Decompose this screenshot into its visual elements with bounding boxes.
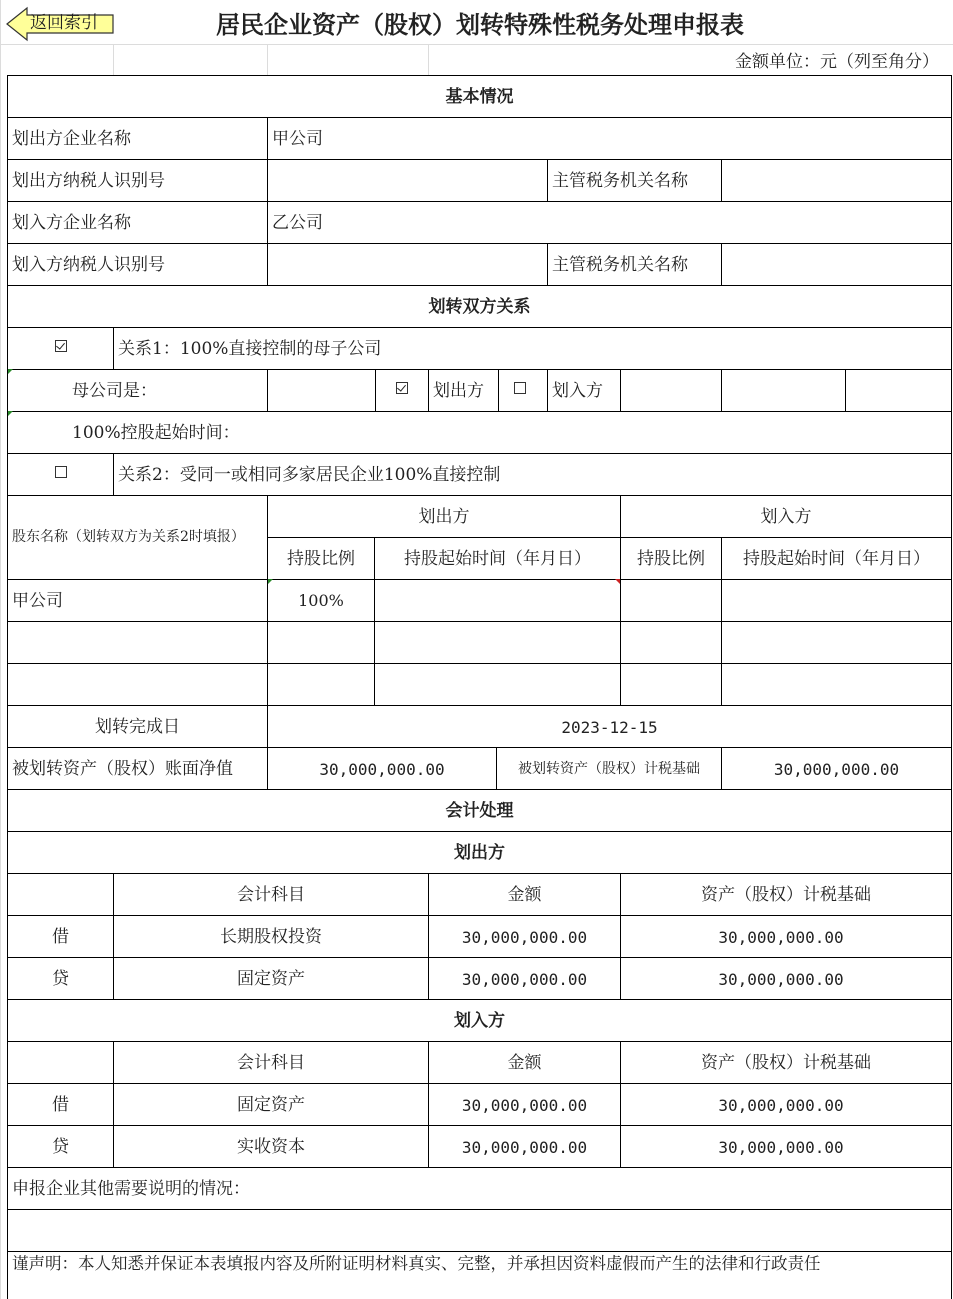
parent-is-in-checkbox[interactable] <box>514 382 526 394</box>
book-value-label: 被划转资产（股权）账面净值 <box>12 759 233 779</box>
table-border <box>7 873 952 874</box>
table-border <box>7 957 952 958</box>
entry-amount[interactable]: 30,000,000.00 <box>461 928 588 947</box>
entry-tax-basis[interactable]: 30,000,000.00 <box>718 970 844 989</box>
cell-comment-marker <box>268 579 273 584</box>
entry-amount[interactable]: 30,000,000.00 <box>461 970 588 989</box>
relation2-checkbox[interactable] <box>55 466 67 478</box>
page-title: 居民企业资产（股权）划转特殊性税务处理申报表 <box>216 10 744 39</box>
table-border <box>620 369 621 412</box>
entry-amount[interactable]: 30,000,000.00 <box>461 1138 588 1157</box>
cell-comment-marker <box>615 579 620 584</box>
table-border <box>7 327 952 328</box>
out-start-time-header: 持股起始时间（年月日） <box>404 549 591 569</box>
table-border <box>7 495 952 496</box>
table-border <box>721 243 722 286</box>
out-subject-header: 会计科目 <box>237 885 305 905</box>
section-heading-basic: 基本情况 <box>445 87 514 107</box>
cell-comment-marker <box>8 411 13 416</box>
accounting-in-heading: 划入方 <box>454 1011 505 1031</box>
entry-subject[interactable]: 实收资本 <box>237 1137 305 1157</box>
other-notes-label: 申报企业其他需要说明的情况： <box>12 1179 250 1199</box>
amount-unit-note: 金额单位：元（列至角分） <box>735 52 939 72</box>
parent-is-in-label: 划入方 <box>552 381 603 401</box>
entry-tax-basis[interactable]: 30,000,000.00 <box>718 1096 844 1115</box>
shareholder-name-header: 股东名称（划转双方为关系2时填报） <box>12 529 245 545</box>
relation1-checkbox[interactable] <box>55 340 67 352</box>
table-border <box>7 159 952 160</box>
entry-tax-basis[interactable]: 30,000,000.00 <box>718 928 844 947</box>
back-to-index-label[interactable]: 返回索引 <box>30 13 98 33</box>
table-border <box>113 327 114 370</box>
table-border <box>498 369 499 412</box>
table-border <box>7 621 952 622</box>
table-border <box>7 1251 952 1252</box>
table-border <box>7 117 952 118</box>
out-tin-label: 划出方纳税人识别号 <box>12 171 165 191</box>
cell-comment-marker <box>8 369 13 374</box>
table-border <box>268 537 952 538</box>
in-subject-header: 会计科目 <box>237 1053 305 1073</box>
section-heading-relation: 划转双方关系 <box>428 297 531 317</box>
table-border <box>7 75 952 76</box>
tax-basis-label: 被划转资产（股权）计税基础 <box>518 761 700 777</box>
table-border <box>547 369 548 412</box>
gridline <box>428 44 429 76</box>
entry-amount[interactable]: 30,000,000.00 <box>461 1096 588 1115</box>
entry-side: 借 <box>52 927 69 947</box>
out-basis-header: 资产（股权）计税基础 <box>701 885 871 905</box>
table-border <box>7 243 952 244</box>
table-border <box>375 369 376 412</box>
table-border <box>721 159 722 202</box>
table-border <box>7 411 952 412</box>
entry-side: 借 <box>52 1095 69 1115</box>
relation2-label: 关系2：受同一或相同多家居民企业100%直接控制 <box>118 465 501 485</box>
parent-is-out-checkbox[interactable] <box>396 382 408 394</box>
out-amount-header: 金额 <box>507 885 542 905</box>
out-name-label: 划出方企业名称 <box>12 129 131 149</box>
table-border <box>7 831 952 832</box>
relation1-label: 关系1：100%直接控制的母子公司 <box>118 339 382 359</box>
table-border <box>951 75 952 1299</box>
table-border <box>267 369 268 412</box>
shareholder-in-header: 划入方 <box>760 507 812 527</box>
entry-subject[interactable]: 长期股权投资 <box>220 927 322 947</box>
in-name-value[interactable]: 乙公司 <box>272 213 323 233</box>
gridline <box>0 0 1 1299</box>
entry-tax-basis[interactable]: 30,000,000.00 <box>718 1138 844 1157</box>
table-border <box>428 369 429 412</box>
book-value-amount[interactable]: 30,000,000.00 <box>319 760 445 779</box>
entry-subject[interactable]: 固定资产 <box>237 1095 305 1115</box>
table-border <box>7 453 952 454</box>
shareholder-name-cell[interactable]: 甲公司 <box>12 591 63 611</box>
parent-company-label: 母公司是： <box>72 381 157 401</box>
table-border <box>7 201 952 202</box>
entry-side: 贷 <box>52 1137 69 1157</box>
table-border <box>7 705 952 706</box>
in-tax-authority-label: 主管税务机关名称 <box>552 255 688 275</box>
section-heading-accounting: 会计处理 <box>445 801 514 821</box>
table-border <box>267 117 268 286</box>
shareholder-out-ratio-cell[interactable]: 100% <box>298 591 344 610</box>
table-border <box>7 747 952 748</box>
in-start-time-header: 持股起始时间（年月日） <box>743 549 930 569</box>
table-border <box>7 285 952 286</box>
table-border <box>7 369 952 370</box>
table-border <box>7 1041 952 1042</box>
out-name-value[interactable]: 甲公司 <box>272 129 323 149</box>
in-name-label: 划入方企业名称 <box>12 213 131 233</box>
entry-subject[interactable]: 固定资产 <box>237 969 305 989</box>
table-border <box>547 159 548 202</box>
table-border <box>845 369 846 412</box>
gridline <box>267 44 268 76</box>
table-border <box>7 999 952 1000</box>
table-border <box>7 915 952 916</box>
transfer-date-value[interactable]: 2023-12-15 <box>561 718 658 737</box>
table-border <box>7 579 952 580</box>
in-basis-header: 资产（股权）计税基础 <box>701 1053 871 1073</box>
table-border <box>547 243 548 286</box>
table-border <box>721 369 722 412</box>
gridline <box>0 44 953 45</box>
table-border <box>7 789 952 790</box>
in-tin-label: 划入方纳税人识别号 <box>12 255 165 275</box>
declaration-text: 谨声明：本人知悉并保证本表填报内容及所附证明材料真实、完整，并承担因资料虚假而产生的法律和行政责任 <box>12 1254 821 1273</box>
in-ratio-header: 持股比例 <box>637 549 705 569</box>
parent-is-out-label: 划出方 <box>433 381 484 401</box>
control-start-time-label: 100%控股起始时间： <box>72 423 240 443</box>
out-tax-authority-label: 主管税务机关名称 <box>552 171 688 191</box>
accounting-out-heading: 划出方 <box>454 843 505 863</box>
entry-side: 贷 <box>52 969 69 989</box>
table-border <box>7 663 952 664</box>
table-border <box>113 453 114 496</box>
transfer-date-label: 划转完成日 <box>95 717 180 737</box>
gridline <box>113 44 114 76</box>
table-border <box>620 495 621 706</box>
out-ratio-header: 持股比例 <box>287 549 355 569</box>
table-border <box>7 1209 952 1210</box>
tax-basis-amount[interactable]: 30,000,000.00 <box>773 760 900 779</box>
table-border <box>7 1125 952 1126</box>
in-amount-header: 金额 <box>507 1053 542 1073</box>
table-border <box>7 75 8 1299</box>
table-border <box>7 1167 952 1168</box>
shareholder-out-header: 划出方 <box>418 507 470 527</box>
table-border <box>7 1083 952 1084</box>
